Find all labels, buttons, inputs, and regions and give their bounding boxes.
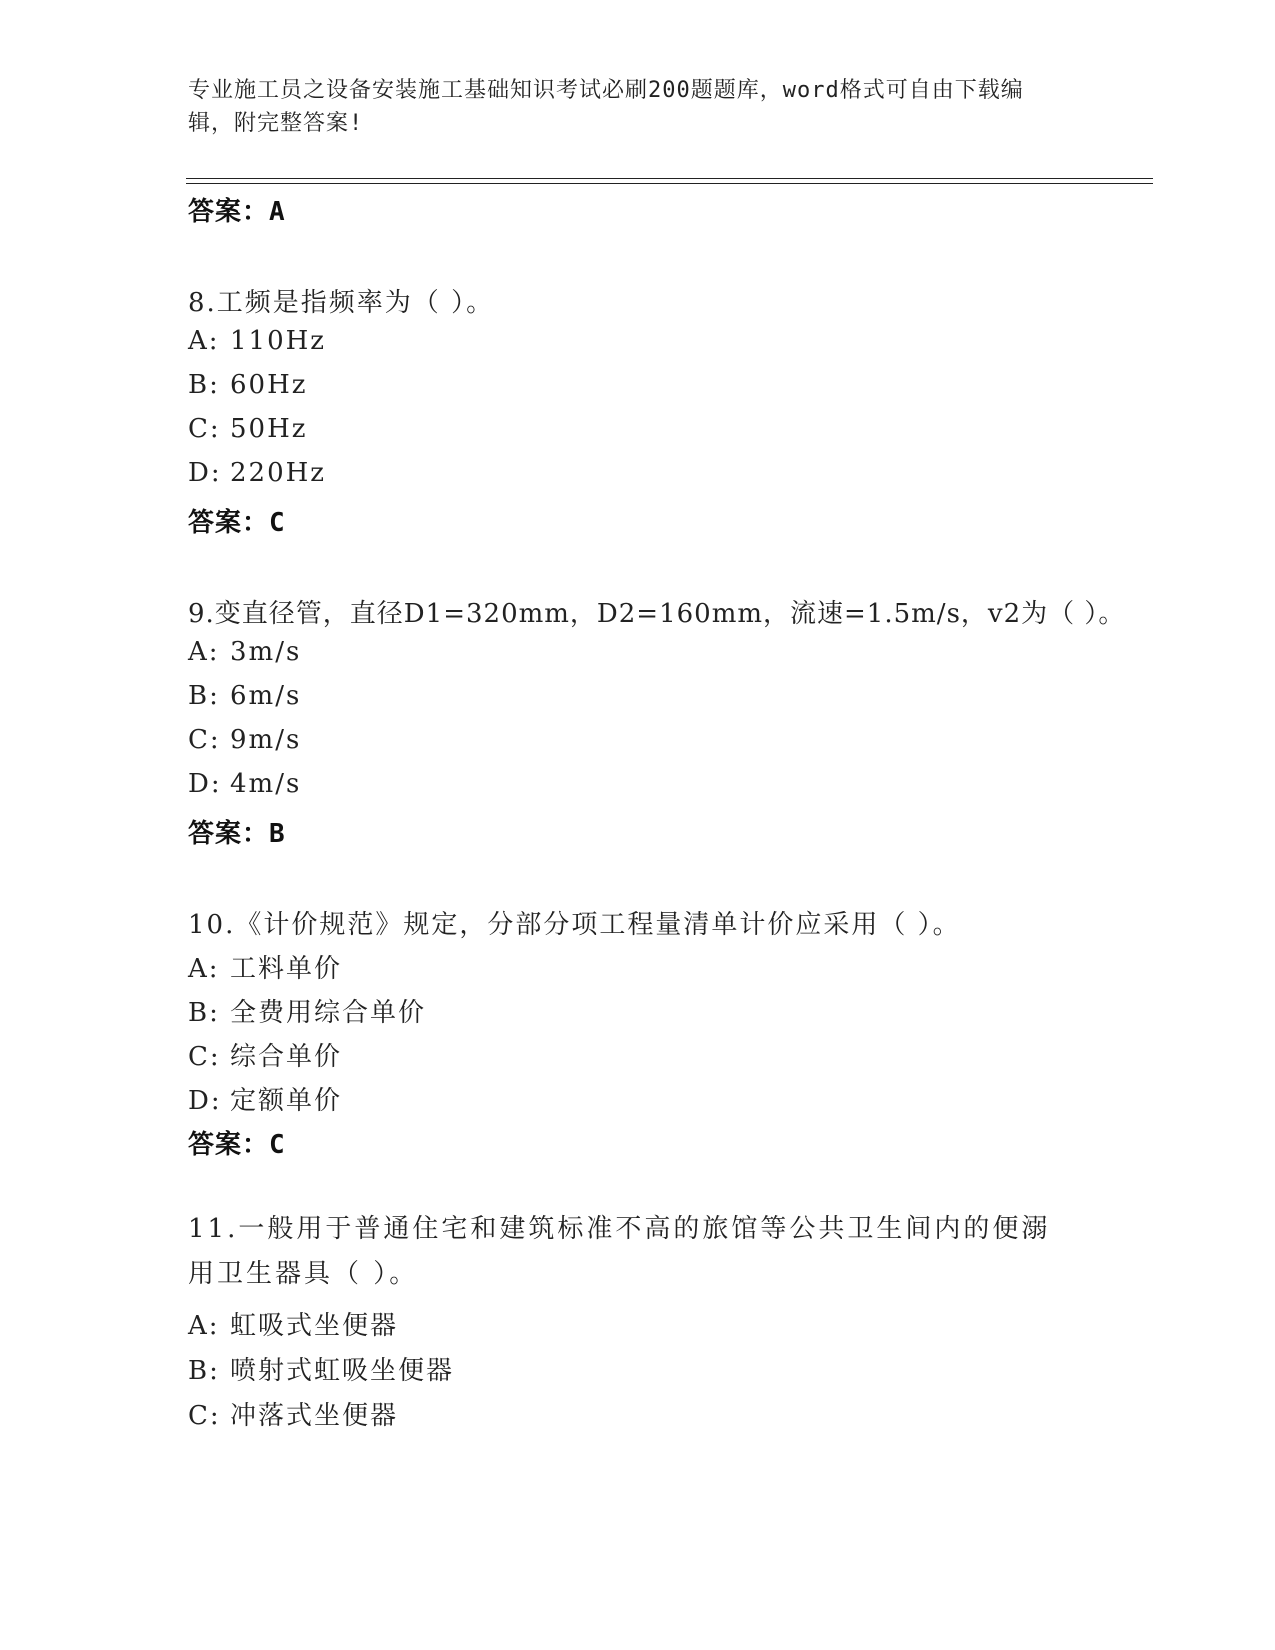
option-letter: D:	[188, 769, 222, 799]
question-9-stem: 9.变直径管，直径D1=320mm，D2=160mm，流速=1.5m/s，v2为（ ）。	[188, 599, 1126, 629]
option-letter: C:	[188, 1401, 221, 1431]
option-text: 50Hz	[230, 414, 308, 444]
question-11-option-c	[188, 1395, 398, 1432]
question-11-option-b	[188, 1350, 454, 1387]
option-letter: C:	[188, 725, 221, 755]
question-8-option-b	[188, 370, 307, 400]
question-9-option-b	[188, 681, 301, 711]
option-letter: A:	[188, 637, 220, 667]
question-10-option-d	[188, 1080, 342, 1117]
option-text: 冲落式坐便器	[230, 1401, 399, 1431]
option-letter: A:	[188, 954, 220, 984]
option-text: 110Hz	[230, 326, 326, 356]
option-text: 6m/s	[230, 681, 302, 711]
question-8-option-c	[188, 414, 307, 444]
option-text: 4m/s	[230, 769, 302, 799]
question-10-option-a	[188, 948, 342, 985]
option-letter: B:	[188, 998, 220, 1028]
option-letter: A:	[188, 1311, 220, 1341]
option-letter: C:	[188, 414, 221, 444]
option-text: 虹吸式坐便器	[230, 1311, 399, 1341]
option-letter: D:	[188, 1086, 222, 1116]
previous-answer: 答案：A	[188, 197, 286, 227]
option-text: 60Hz	[230, 370, 308, 400]
question-8-answer: 答案：C	[188, 508, 286, 538]
question-9-option-c	[188, 725, 301, 755]
question-10-option-c	[188, 1036, 342, 1073]
question-10-answer: 答案：C	[188, 1130, 286, 1160]
option-letter: D:	[188, 458, 222, 488]
question-8-option-d	[188, 458, 326, 488]
question-11-option-a	[188, 1305, 398, 1342]
option-text: 220Hz	[230, 458, 326, 488]
option-text: 综合单价	[230, 1042, 343, 1072]
option-letter: B:	[188, 681, 220, 711]
question-8-option-a	[188, 326, 326, 356]
header-rule-bottom	[186, 183, 1153, 184]
option-text: 9m/s	[230, 725, 302, 755]
question-10-option-b	[188, 992, 426, 1029]
question-9-answer: 答案：B	[188, 819, 286, 849]
option-text: 3m/s	[230, 637, 302, 667]
option-text: 全费用综合单价	[230, 998, 427, 1028]
header-rule-top	[186, 178, 1153, 179]
question-10-stem: 10.《计价规范》规定，分部分项工程量清单计价应采用（ ）。	[188, 910, 961, 940]
question-8-stem: 8.工频是指频率为（ ）。	[188, 288, 495, 318]
option-text: 工料单价	[230, 954, 343, 984]
option-text: 喷射式虹吸坐便器	[230, 1356, 455, 1386]
question-11-stem: 11.一般用于普通住宅和建筑标准不高的旅馆等公共卫生间内的便溺用卫生器具（ ）。	[188, 1214, 1051, 1289]
question-9-option-a	[188, 637, 301, 667]
document-header: 专业施工员之设备安装施工基础知识考试必刷200题题库，word格式可自由下载编辑，附完整答案!	[188, 78, 1024, 136]
option-letter: C:	[188, 1042, 221, 1072]
option-letter: A:	[188, 326, 220, 356]
option-letter: B:	[188, 370, 220, 400]
option-letter: B:	[188, 1356, 220, 1386]
option-text: 定额单价	[230, 1086, 343, 1116]
question-9-option-d	[188, 769, 301, 799]
